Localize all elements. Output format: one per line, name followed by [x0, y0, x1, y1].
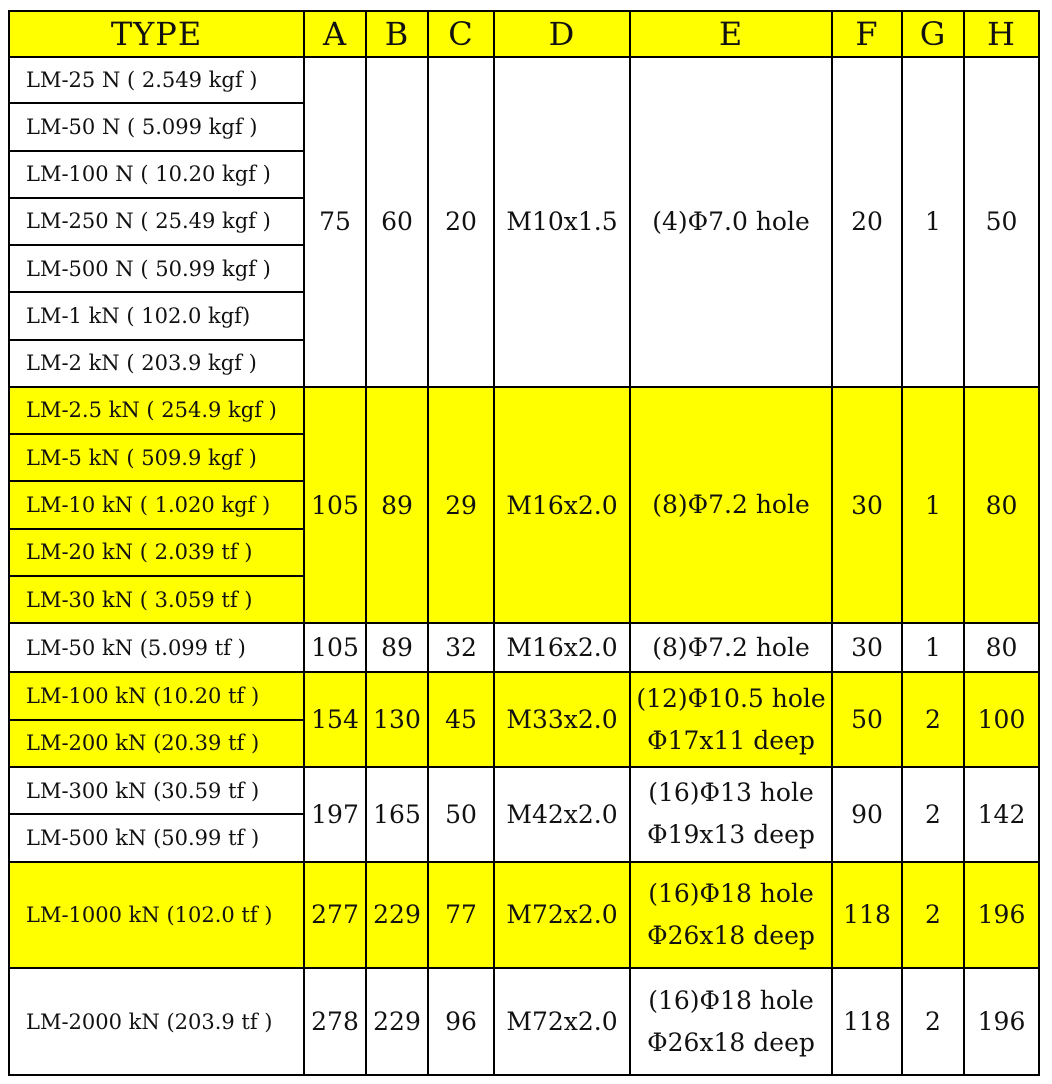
header-row	[9, 11, 1039, 57]
dim-g-cell: 2	[902, 767, 964, 862]
type-cell: LM-100 kN (10.20 tf )	[9, 672, 304, 719]
table-row	[9, 767, 1039, 814]
table-row	[9, 387, 1039, 434]
dim-b-cell: 229	[366, 862, 428, 969]
type-cell: LM-2 kN ( 203.9 kgf )	[9, 340, 304, 387]
hole-spec: (16)Φ18 hole	[648, 985, 814, 1015]
dim-b-cell: 89	[366, 387, 428, 623]
header-type: TYPE	[9, 11, 304, 57]
dim-f-cell: 50	[832, 672, 902, 767]
hole-spec: (16)Φ18 hole	[648, 878, 814, 908]
type-cell: LM-50 kN (5.099 tf )	[9, 623, 304, 672]
table-row	[9, 57, 1039, 103]
dim-c-cell: 96	[428, 968, 494, 1075]
header-b: B	[366, 11, 428, 57]
header-c: C	[428, 11, 494, 57]
dim-g-cell: 2	[902, 672, 964, 767]
dim-e-cell	[630, 767, 832, 862]
dim-b-cell: 89	[366, 623, 428, 672]
dim-a-cell: 278	[304, 968, 366, 1075]
hole-spec: (16)Φ13 hole	[648, 778, 814, 808]
type-cell: LM-500 N ( 50.99 kgf )	[9, 245, 304, 292]
type-cell: LM-500 kN (50.99 tf )	[9, 814, 304, 861]
hole-spec: (8)Φ7.2 hole	[652, 633, 810, 663]
table-row	[9, 623, 1039, 672]
dim-e-cell	[630, 862, 832, 969]
dim-c-cell: 77	[428, 862, 494, 969]
dim-g-cell: 1	[902, 57, 964, 387]
dim-g-cell: 2	[902, 968, 964, 1075]
dim-c-cell: 32	[428, 623, 494, 672]
header-h: H	[964, 11, 1039, 57]
dim-a-cell: 197	[304, 767, 366, 862]
dim-h-cell: 196	[964, 862, 1039, 969]
dim-a-cell: 277	[304, 862, 366, 969]
type-cell: LM-1 kN ( 102.0 kgf)	[9, 292, 304, 339]
type-cell: LM-1000 kN (102.0 tf )	[9, 862, 304, 969]
counterbore-spec: Φ19x13 deep	[647, 820, 815, 850]
dim-h-cell: 80	[964, 623, 1039, 672]
header-e: E	[630, 11, 832, 57]
hole-spec: (4)Φ7.0 hole	[652, 206, 810, 236]
header-f: F	[832, 11, 902, 57]
dim-d-cell: M72x2.0	[494, 862, 630, 969]
dim-h-cell: 50	[964, 57, 1039, 387]
dim-a-cell: 154	[304, 672, 366, 767]
hole-spec: (8)Φ7.2 hole	[652, 490, 810, 520]
dim-b-cell: 130	[366, 672, 428, 767]
type-cell: LM-300 kN (30.59 tf )	[9, 767, 304, 814]
dim-d-cell: M42x2.0	[494, 767, 630, 862]
dim-e-cell	[630, 57, 832, 387]
dim-d-cell: M72x2.0	[494, 968, 630, 1075]
counterbore-spec: Φ26x18 deep	[647, 1027, 815, 1057]
type-cell: LM-2000 kN (203.9 tf )	[9, 968, 304, 1075]
dim-b-cell: 229	[366, 968, 428, 1075]
dim-f-cell: 30	[832, 387, 902, 623]
table-row	[9, 672, 1039, 719]
dim-d-cell: M16x2.0	[494, 387, 630, 623]
dim-e-cell	[630, 623, 832, 672]
type-cell: LM-30 kN ( 3.059 tf )	[9, 576, 304, 623]
type-cell: LM-10 kN ( 1.020 kgf )	[9, 481, 304, 528]
type-cell: LM-50 N ( 5.099 kgf )	[9, 103, 304, 150]
header-d: D	[494, 11, 630, 57]
header-a: A	[304, 11, 366, 57]
dim-e-cell	[630, 968, 832, 1075]
dim-a-cell: 105	[304, 623, 366, 672]
spec-sheet	[8, 10, 1038, 1076]
dim-a-cell: 75	[304, 57, 366, 387]
dim-f-cell: 90	[832, 767, 902, 862]
dim-h-cell: 196	[964, 968, 1039, 1075]
dim-d-cell: M33x2.0	[494, 672, 630, 767]
dim-f-cell: 118	[832, 968, 902, 1075]
dim-g-cell: 1	[902, 387, 964, 623]
dimension-table	[8, 10, 1040, 1076]
dim-c-cell: 50	[428, 767, 494, 862]
type-cell: LM-5 kN ( 509.9 kgf )	[9, 434, 304, 481]
dim-d-cell: M16x2.0	[494, 623, 630, 672]
dim-h-cell: 142	[964, 767, 1039, 862]
type-cell: LM-20 kN ( 2.039 tf )	[9, 529, 304, 576]
hole-spec: (12)Φ10.5 hole	[636, 683, 826, 713]
dim-b-cell: 165	[366, 767, 428, 862]
table-row	[9, 968, 1039, 1075]
dim-g-cell: 2	[902, 862, 964, 969]
type-cell: LM-200 kN (20.39 tf )	[9, 720, 304, 767]
dim-h-cell: 80	[964, 387, 1039, 623]
dim-e-cell	[630, 387, 832, 623]
dim-g-cell: 1	[902, 623, 964, 672]
type-cell: LM-25 N ( 2.549 kgf )	[9, 57, 304, 103]
counterbore-spec: Φ26x18 deep	[647, 920, 815, 950]
dim-c-cell: 20	[428, 57, 494, 387]
dim-f-cell: 20	[832, 57, 902, 387]
header-g: G	[902, 11, 964, 57]
dim-h-cell: 100	[964, 672, 1039, 767]
dim-f-cell: 30	[832, 623, 902, 672]
type-cell: LM-100 N ( 10.20 kgf )	[9, 151, 304, 198]
dim-f-cell: 118	[832, 862, 902, 969]
counterbore-spec: Φ17x11 deep	[647, 725, 815, 755]
type-cell: LM-2.5 kN ( 254.9 kgf )	[9, 387, 304, 434]
dim-d-cell: M10x1.5	[494, 57, 630, 387]
dim-c-cell: 29	[428, 387, 494, 623]
table-row	[9, 862, 1039, 969]
dim-e-cell	[630, 672, 832, 767]
dim-c-cell: 45	[428, 672, 494, 767]
dim-b-cell: 60	[366, 57, 428, 387]
type-cell: LM-250 N ( 25.49 kgf )	[9, 198, 304, 245]
dim-a-cell: 105	[304, 387, 366, 623]
